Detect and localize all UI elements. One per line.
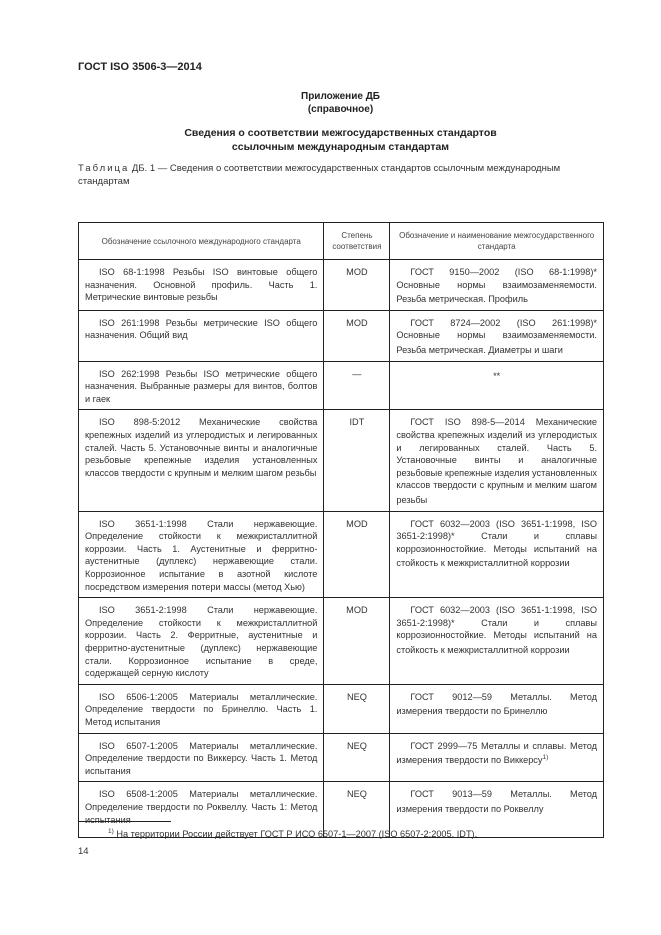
table-header-row bbox=[79, 223, 604, 260]
gost-standard-cell bbox=[390, 733, 604, 782]
table-row bbox=[79, 361, 604, 410]
caption-label: Таблица bbox=[78, 163, 130, 174]
reference-standard-cell: ISO 6507-1:2005 Материалы металлические. Определение твердости по Виккерсу. Часть 1. Метод испытания bbox=[79, 733, 324, 782]
appendix-title: Приложение ДБ bbox=[301, 91, 380, 102]
degree-cell: MOD bbox=[324, 511, 390, 598]
gost-standard-cell bbox=[390, 511, 604, 598]
gost-text: ГОСТ ISO 898-5—2014 Механические свойства крепежных изделий из углеродистых и легированных сталей. Часть 5. Установочные винты и аналогичные резьбовые крепежные изделия установленных классов твердости с крупным и мелким шагом резьбы bbox=[396, 417, 597, 506]
reference-standard-cell: ISO 898-5:2012 Механические свойства крепежных изделий из углеродистых и легированных сталей. Часть 5. Установочные винты и аналогичные резьбовые крепежные изделия установленных классов твердости с крупным и мелким шагом резьбы bbox=[79, 410, 324, 511]
degree-cell: NEQ bbox=[324, 684, 390, 733]
gost-standard-cell bbox=[390, 361, 604, 410]
reference-standard-cell: ISO 261:1998 Резьбы метрические ISO общего назначения. Общий вид bbox=[79, 310, 324, 361]
reference-standard-cell: ISO 3651-1:1998 Стали нержавеющие. Определение стойкости к межкристаллитной коррозии. Часть 1. Аустенитные и ферритно-аустенитные (дуплекс) нержавеющие стали. Коррозионное испытание в азотной кислоте посредством измерения потери массы (метод Хью) bbox=[79, 511, 324, 598]
gost-standard-cell bbox=[390, 598, 604, 685]
heading-line-2: ссылочным международным стандартам bbox=[231, 141, 450, 153]
footnote bbox=[108, 828, 477, 839]
footnote-mark: 1) bbox=[108, 828, 114, 835]
appendix-subtitle: (справочное) bbox=[307, 104, 374, 115]
reference-standard-cell: ISO 6508-1:2005 Материалы металлические. Определение твердости по Роквеллу. Часть 1: Метод испытания bbox=[79, 782, 324, 838]
degree-cell: NEQ bbox=[324, 733, 390, 782]
reference-standard-cell: ISO 262:1998 Резьбы ISO метрические общего назначения. Выбранные размеры для винтов, болтов и гаек bbox=[79, 361, 324, 410]
degree-cell: IDT bbox=[324, 410, 390, 511]
gost-text: ** bbox=[493, 370, 501, 381]
footnote-text: На территории России действует ГОСТ Р ИСО 6507-1—2007 (ISO 6507-2:2005, IDT). bbox=[113, 829, 478, 840]
degree-cell: MOD bbox=[324, 260, 390, 311]
standards-table bbox=[78, 222, 604, 838]
gost-text: ГОСТ 8724—2002 (ISO 261:1998)* Основные нормы взаимозаменяемости. Резьба метрическая. Диаметры и шаги bbox=[396, 317, 597, 356]
column-header-degree: Степень соответствия bbox=[324, 223, 390, 260]
table-row bbox=[79, 733, 604, 782]
gost-text: ГОСТ 9012—59 Металлы. Метод измерения твердости по Бринеллю bbox=[396, 691, 597, 717]
page-number: 14 bbox=[78, 846, 89, 857]
section-heading bbox=[0, 126, 661, 154]
reference-standard-cell: ISO 68-1:1998 Резьбы ISO винтовые общего назначения. Основной профиль. Часть 1. Метрические винтовые резьбы bbox=[79, 260, 324, 311]
table-row bbox=[79, 684, 604, 733]
reference-standard-cell: ISO 6506-1:2005 Материалы металлические. Определение твердости по Бринеллю. Часть 1. Метод испытания bbox=[79, 684, 324, 733]
footnote-ref: 1) bbox=[542, 754, 549, 762]
gost-text: ГОСТ 2999—75 Металлы и сплавы. Метод измерения твердости по Виккерсу bbox=[396, 740, 597, 766]
footnote-divider bbox=[78, 821, 171, 822]
document-id: ГОСТ ISO 3506-3—2014 bbox=[78, 61, 202, 73]
reference-standard-cell: ISO 3651-2:1998 Стали нержавеющие. Определение стойкости к межкристаллитной коррозии. Часть 2. Ферритные, аустенитные и ферритно-аустенитные (дуплекс) нержавеющие стали. Коррозионное испытание в среде, содержащей серную кислоту bbox=[79, 598, 324, 685]
gost-standard-cell bbox=[390, 410, 604, 511]
gost-text: ГОСТ 9150—2002 (ISO 68-1:1998)* Основные нормы взаимозаменяемости. Резьба метрическая. Профиль bbox=[396, 267, 597, 305]
degree-cell: NEQ bbox=[324, 782, 390, 838]
table-row bbox=[79, 511, 604, 598]
heading-line-1: Сведения о соответствии межгосударственных стандартов bbox=[184, 127, 497, 139]
table-row bbox=[79, 310, 604, 361]
gost-standard-cell bbox=[390, 684, 604, 733]
appendix-heading bbox=[0, 90, 661, 116]
table-row bbox=[79, 598, 604, 685]
table-row bbox=[79, 260, 604, 311]
gost-text: ГОСТ 6032—2003 (ISO 3651-1:1998, ISO 3651-2:1998)* Стали и сплавы коррозионностойкие. Методы испытаний на стойкость к межкристаллитной коррозии bbox=[396, 605, 597, 656]
table-caption bbox=[78, 162, 604, 188]
table-row bbox=[79, 410, 604, 511]
gost-text: ГОСТ 6032—2003 (ISO 3651-1:1998, ISO 3651-2:1998)* Стали и сплавы коррозионностойкие. Методы испытаний на стойкость к межкристаллитной коррозии bbox=[396, 518, 597, 569]
caption-text: ДБ. 1 — Сведения о соответствии межгосударственных стандартов ссылочным международным стандартам bbox=[78, 163, 561, 187]
degree-cell: — bbox=[324, 361, 390, 410]
gost-standard-cell bbox=[390, 310, 604, 361]
gost-text: ГОСТ 9013—59 Металлы. Метод измерения твердости по Роквеллу bbox=[396, 789, 597, 815]
degree-cell: MOD bbox=[324, 310, 390, 361]
column-header-reference: Обозначение ссылочного международного стандарта bbox=[79, 223, 324, 260]
degree-cell: MOD bbox=[324, 598, 390, 685]
gost-standard-cell bbox=[390, 260, 604, 311]
column-header-gost: Обозначение и наименование межгосударственного стандарта bbox=[390, 223, 604, 260]
